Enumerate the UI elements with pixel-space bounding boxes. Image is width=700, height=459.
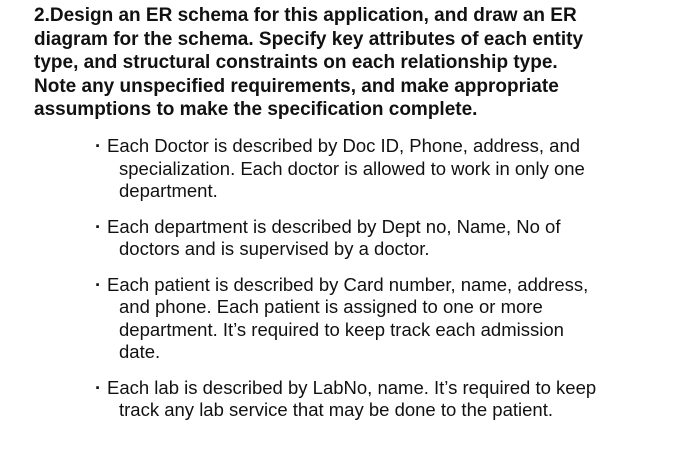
requirement-lab (95, 377, 695, 422)
requirement-patient (95, 274, 695, 364)
bullet-marker: · (95, 135, 102, 156)
requirement-line: track any lab service that may be done to the patient. (119, 399, 553, 420)
requirement-line: Each patient is described by Card number, name, address, (107, 273, 589, 295)
bullet-marker: · (95, 215, 102, 237)
requirement-line: specialization. Each doctor is allowed to work in only one (119, 157, 585, 179)
requirement-line: date. (119, 341, 161, 362)
bullet-marker: · (95, 376, 102, 398)
question-line: 2.Design an ER schema for this application, and draw an ER (34, 5, 577, 26)
requirement-line: Each Doctor is described by Doc ID, Phone, address, and (107, 135, 581, 156)
requirement-line: department. It’s required to keep track each admission (119, 318, 564, 340)
question-line: Note any unspecified requirements, and make appropriate (34, 75, 559, 97)
requirement-doctor (95, 135, 695, 203)
requirements-list (95, 135, 695, 435)
requirement-line: and phone. Each patient is assigned to one or more (119, 296, 543, 317)
requirement-line: Each lab is described by LabNo, name. It’s required to keep (107, 376, 597, 398)
question-line: diagram for the schema. Specify key attributes of each entity (34, 28, 584, 50)
question-heading (34, 4, 664, 122)
question-line: assumptions to make the specification complete. (34, 99, 478, 120)
requirement-line: doctors and is supervised by a doctor. (119, 238, 430, 259)
requirement-line: Each department is described by Dept no, Name, No of (107, 215, 561, 237)
requirement-department (95, 216, 695, 261)
bullet-marker: · (95, 273, 102, 295)
question-line: type, and structural constraints on each relationship type. (34, 52, 558, 73)
requirement-line: department. (119, 180, 218, 201)
